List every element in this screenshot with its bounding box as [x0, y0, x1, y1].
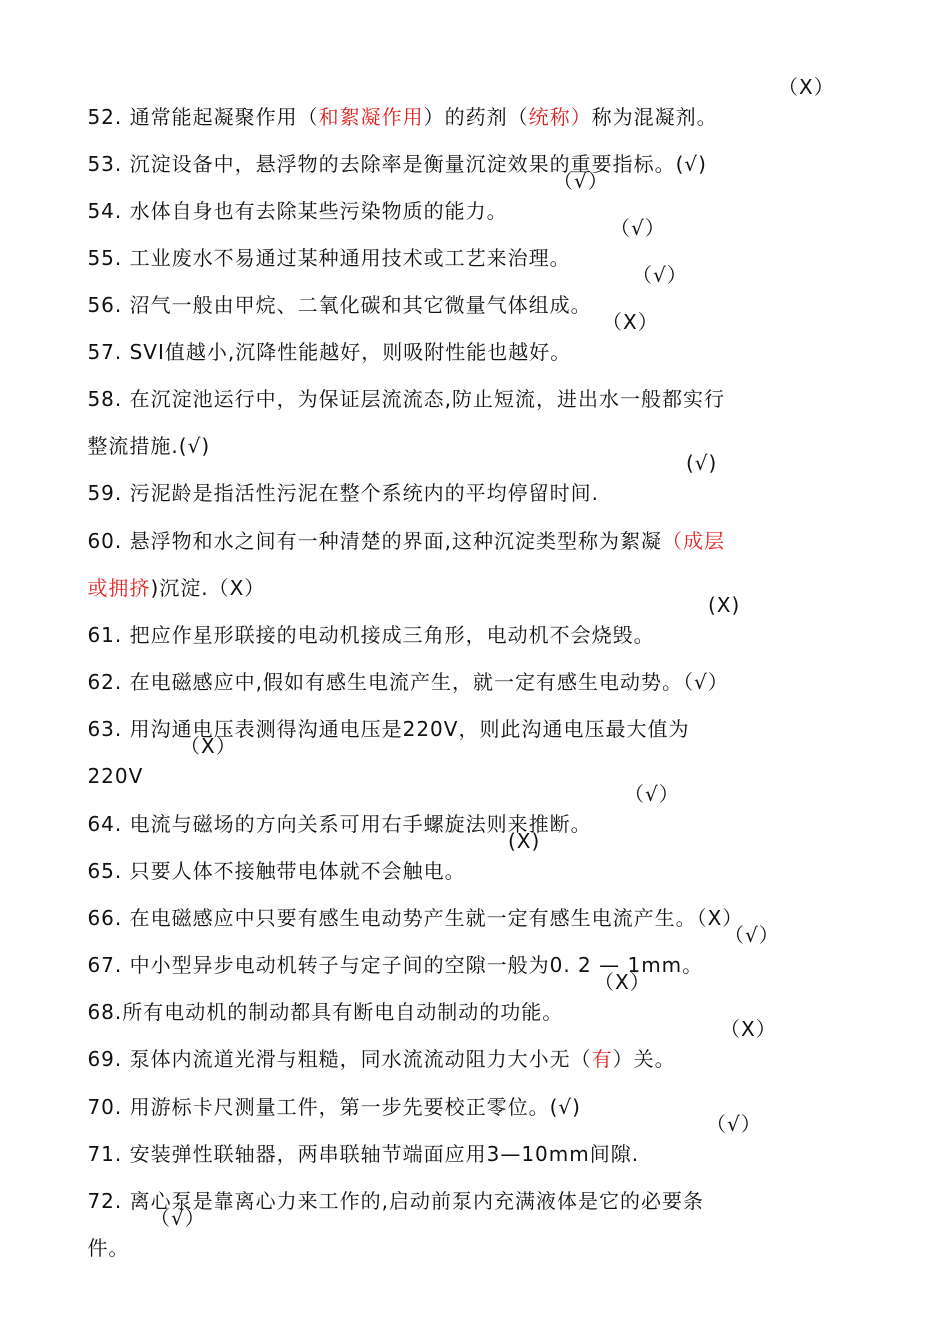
- item-text: 整流措施.(√): [87, 434, 211, 458]
- item-text: 68.所有电动机的制动都具有断电自动制动的功能。: [87, 1000, 564, 1024]
- item-52: [58, 72, 835, 129]
- item-correction: （成层: [661, 529, 725, 553]
- item-72: [58, 1156, 704, 1213]
- item-65: [58, 826, 541, 883]
- item-58: [58, 354, 725, 411]
- item-61: [58, 590, 741, 647]
- answer-mark: （X）: [720, 1017, 777, 1041]
- item-72-continued: [58, 1203, 206, 1260]
- item-text: 220V: [87, 764, 144, 788]
- item-60: [58, 496, 725, 553]
- item-text: 67. 中小型异步电动机转子与定子间的空隙一般为0. 2 — 1mm。: [87, 953, 704, 977]
- answer-mark: （√）: [624, 782, 680, 806]
- item-text: 53. 沉淀设备中，悬浮物的去除率是衡量沉淀效果的重要指标。(√): [87, 152, 707, 176]
- item-text: 60. 悬浮物和水之间有一种清楚的界面,这种沉淀类型称为絮凝: [87, 529, 662, 553]
- item-text: 称为混凝剂。: [591, 105, 718, 129]
- item-text: 56. 沼气一般由甲烷、二氧化碳和其它微量气体组成。: [87, 293, 592, 317]
- item-54: [58, 166, 609, 223]
- item-text: 59. 污泥龄是指活性污泥在整个系统内的平均停留时间.: [87, 481, 599, 505]
- item-66: [58, 873, 744, 930]
- item-text: 58. 在沉淀池运行中，为保证层流流态,防止短流，进出水一般都实行: [87, 387, 725, 411]
- item-text: 66. 在电磁感应中只要有感生电动势产生就一定有感生电流产生。（X）: [87, 906, 744, 930]
- item-text: ）关。: [612, 1047, 676, 1071]
- answer-mark: （X）: [602, 310, 659, 334]
- item-text: 72. 离心泵是靠离心力来工作的,启动前泵内充满液体是它的必要条: [87, 1189, 704, 1213]
- item-59: [58, 448, 718, 505]
- item-text: ）的药剂（: [423, 105, 529, 129]
- item-text: 62. 在电磁感应中,假如有感生电流产生，就一定有感生电动势。（√）: [87, 670, 729, 694]
- item-text: 54. 水体自身也有去除某些污染物质的能力。: [87, 199, 508, 223]
- item-text: 61. 把应作星形联接的电动机接成三角形，电动机不会烧毁。: [87, 623, 655, 647]
- item-70: [58, 1062, 581, 1119]
- item-text: 64. 电流与磁场的方向关系可用右手螺旋法则来推断。: [87, 812, 592, 836]
- item-63: [58, 684, 690, 741]
- item-57: [58, 307, 659, 364]
- answer-mark: （X）: [180, 734, 237, 758]
- item-correction: 统称）: [528, 105, 592, 129]
- answer-mark: （√）: [150, 1206, 206, 1230]
- answer-mark: （X）: [778, 75, 835, 99]
- item-text: 71. 安装弹性联轴器，两串联轴节端面应用3—10mm间隙.: [87, 1142, 640, 1166]
- answer-mark: （√）: [610, 216, 666, 240]
- item-text: 63. 用沟通电压表测得沟通电压是220V，则此沟通电压最大值为: [87, 717, 690, 741]
- item-69: [58, 1014, 777, 1071]
- answer-mark: （√）: [553, 169, 609, 193]
- answer-mark: （√）: [706, 1112, 762, 1136]
- answer-mark: (X): [708, 593, 741, 617]
- item-text: 69. 泵体内流道光滑与粗糙，同水流流动阻力大小无（: [87, 1047, 592, 1071]
- answer-mark: （X）: [594, 970, 651, 994]
- item-correction: 或拥挤: [87, 576, 151, 600]
- item-62: [58, 637, 729, 694]
- item-text: 57. SVI值越小,沉降性能越好，则吸附性能也越好。: [87, 340, 572, 364]
- item-56: [58, 260, 688, 317]
- item-text: 件。: [87, 1236, 130, 1260]
- item-text: 70. 用游标卡尺测量工件，第一步先要校正零位。(√): [87, 1095, 581, 1119]
- item-text: 65. 只要人体不接触带电体就不会触电。: [87, 859, 466, 883]
- item-68: [58, 967, 651, 1024]
- answer-mark: （√）: [724, 923, 780, 947]
- answer-mark: (√): [686, 451, 718, 475]
- item-text: 52. 通常能起凝聚作用（: [87, 105, 319, 129]
- item-67: [58, 920, 780, 977]
- answer-mark: (X): [508, 829, 541, 853]
- item-71: [58, 1109, 762, 1166]
- item-55: [58, 213, 666, 270]
- item-correction: 和絮凝作用: [318, 105, 424, 129]
- item-63-continued: [58, 731, 237, 788]
- answer-mark: （√）: [632, 263, 688, 287]
- item-60-continued: [58, 543, 266, 600]
- item-58-continued: [58, 401, 211, 458]
- item-64: [58, 779, 680, 836]
- item-53: [58, 119, 707, 176]
- item-text: 55. 工业废水不易通过某种通用技术或工艺来治理。: [87, 246, 571, 270]
- item-correction: 有: [591, 1047, 613, 1071]
- item-text: )沉淀.（X）: [150, 576, 266, 600]
